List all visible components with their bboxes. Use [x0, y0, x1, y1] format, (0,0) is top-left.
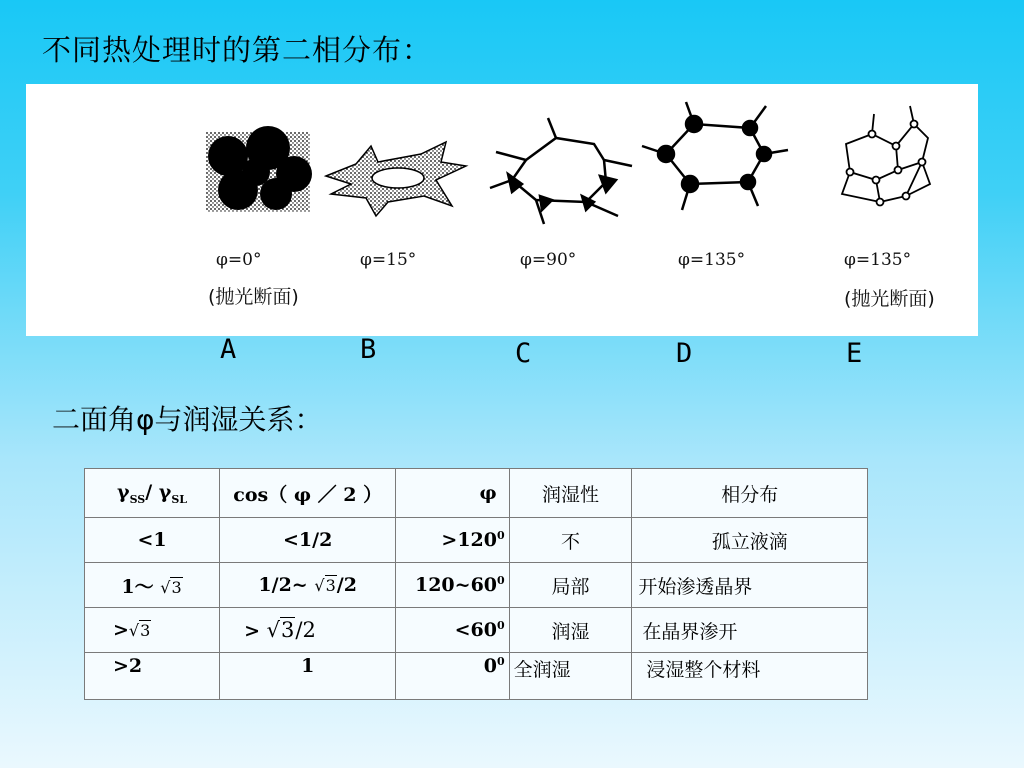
cell-phi: $<60^0$	[396, 608, 509, 653]
section-subtitle: 二面角φ与润湿关系：	[52, 403, 323, 436]
label-c: C	[515, 338, 532, 369]
cell-cos: <1/2	[220, 518, 396, 563]
angle-label-e: φ=135°	[844, 250, 912, 270]
cell-phi: $0^0$	[396, 653, 509, 700]
sqrt-symbol: √3	[314, 576, 336, 595]
table-row	[85, 608, 868, 653]
cell-gamma-ratio: 1～ √3	[85, 563, 220, 608]
table-row	[85, 518, 868, 563]
note-polished-section-left: (抛光断面)	[208, 286, 299, 308]
cell-wettability: 全润湿	[509, 653, 632, 700]
cell-phi: $120\sim 60^0$	[396, 563, 509, 608]
structure-d	[642, 102, 788, 210]
sqrt-symbol: √3	[160, 577, 182, 597]
structure-b	[326, 142, 466, 216]
cell-wettability: 局部	[509, 563, 632, 608]
header-wettability: 润湿性	[509, 469, 632, 518]
header-gamma-ratio: $\gamma_{SS}/$ $\gamma_{SL}$	[85, 469, 220, 518]
label-e: E	[846, 338, 863, 369]
label-d: D	[676, 338, 693, 369]
sqrt-symbol: √3	[128, 621, 151, 640]
cell-cos: 1	[220, 653, 396, 700]
cell-phase-distribution: 在晶界渗开	[632, 608, 868, 653]
cell-phase-distribution: 孤立液滴	[632, 518, 868, 563]
structure-c	[490, 118, 632, 224]
table-header-row	[85, 469, 868, 518]
cell-phase-distribution: 开始渗透晶界	[632, 563, 868, 608]
cell-gamma-ratio: >2	[85, 653, 220, 700]
angle-label-c: φ=90°	[520, 250, 577, 270]
cell-cos: 1/2~ √3/2	[220, 563, 396, 608]
angle-label-b: φ=15°	[360, 250, 417, 270]
angle-label-d: φ=135°	[678, 250, 746, 270]
structure-e	[842, 106, 930, 206]
microstructure-figure	[26, 84, 978, 336]
table-row	[85, 653, 868, 700]
note-polished-section-right: (抛光断面)	[844, 288, 935, 310]
cell-wettability: 不	[509, 518, 632, 563]
header-phi: φ	[396, 469, 509, 518]
sqrt-symbol: √3	[266, 618, 295, 642]
wetting-relation-table	[84, 468, 868, 700]
label-b: B	[360, 334, 377, 365]
page-title: 不同热处理时的第二相分布：	[42, 33, 433, 67]
cell-cos: > √3/2	[220, 608, 396, 653]
cell-gamma-ratio: <1	[85, 518, 220, 563]
cell-gamma-ratio: >√3	[85, 608, 220, 653]
label-a: A	[220, 334, 237, 365]
microstructure-drawings	[26, 84, 978, 336]
header-cos: cos（ φ ／ 2 ）	[220, 469, 396, 518]
structure-a	[206, 126, 312, 212]
angle-label-a: φ=0°	[216, 250, 262, 270]
table-row	[85, 563, 868, 608]
cell-phase-distribution: 浸湿整个材料	[632, 653, 868, 700]
cell-phi: $>120^0$	[396, 518, 509, 563]
header-phase-distribution: 相分布	[632, 469, 868, 518]
cell-wettability: 润湿	[509, 608, 632, 653]
